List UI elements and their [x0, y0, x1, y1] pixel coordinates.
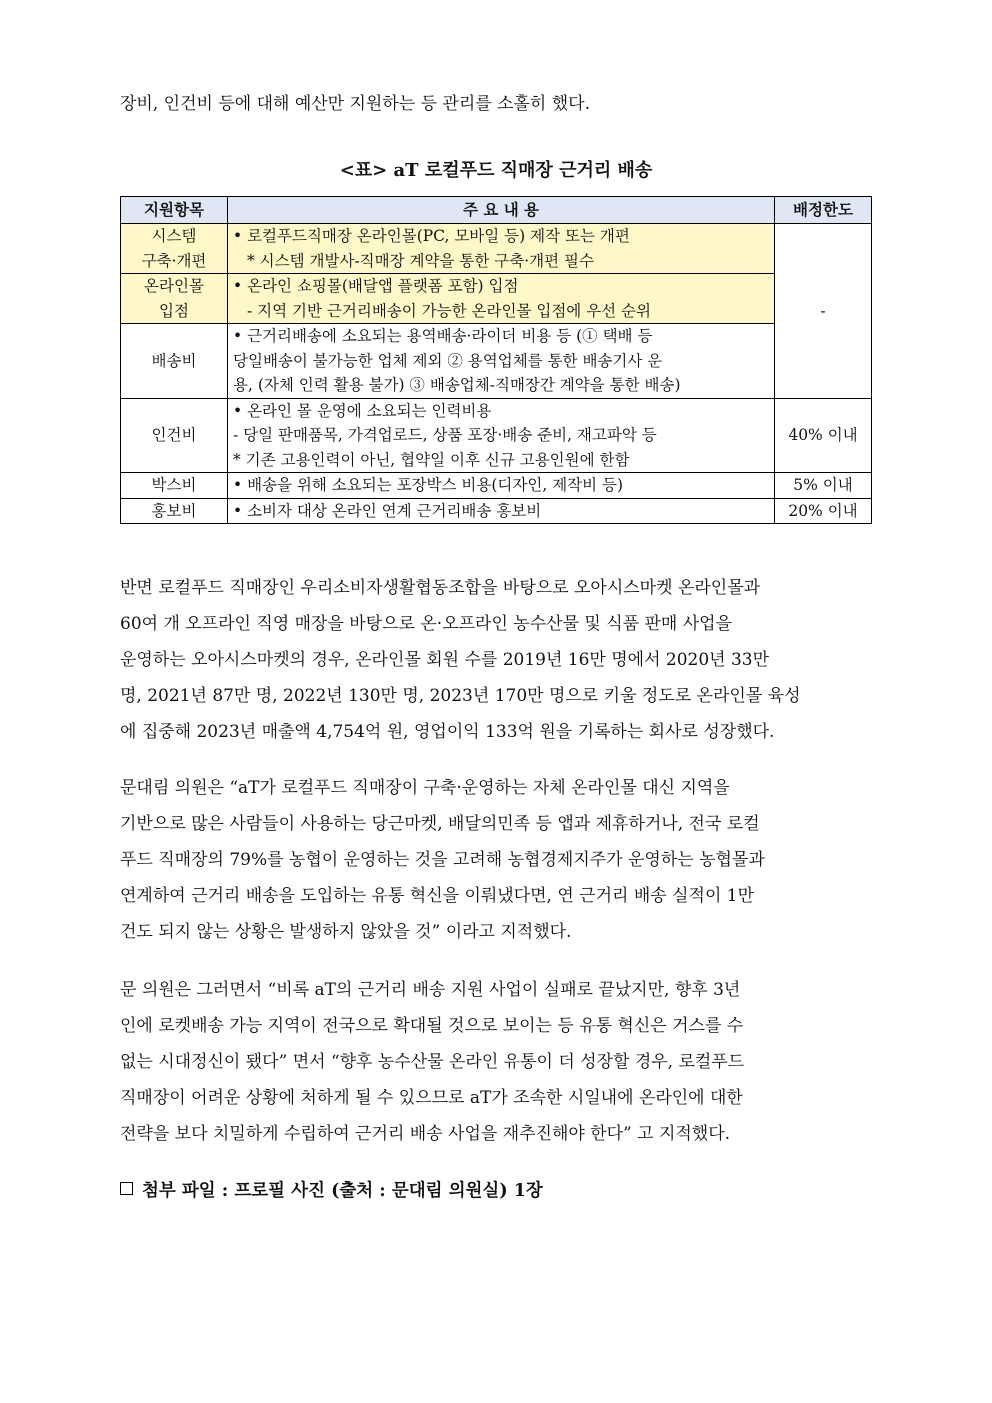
text-line: 운영하는 오아시스마켓의 경우, 온라인몰 회원 수를 2019년 16만 명에서 2020년 33만 — [120, 650, 770, 670]
text-line: 기반으로 많은 사람들이 사용하는 당근마켓, 배달의민족 등 앱과 제휴하거나, 전국 로컬 — [120, 814, 760, 834]
table-row — [121, 274, 872, 324]
text-line: 건도 되지 않는 상황은 발생하지 않았을 것” 이라고 지적했다. — [120, 922, 572, 942]
row-content: • 배송을 위해 소요되는 포장박스 비용(디자인, 제작비 등) — [228, 473, 775, 499]
row-category: 박스비 — [121, 473, 228, 499]
text-line: 반면 로컬푸드 직매장인 우리소비자생활협동조합을 바탕으로 오아시스마켓 온라인몰과 — [120, 578, 761, 598]
row-content: • 근거리배송에 소요되는 용역배송·라이더 비용 등 (① 택배 등 당일배송이 불가능한 업체 제외 ② 용역업체를 통한 배송기사 운 용, (자체 인력 활용 불가) ③ 배송업체-직매장간 계약을 통한 배송) — [228, 324, 775, 399]
row-limit: 40% 이내 — [775, 398, 872, 473]
table-row — [121, 498, 872, 524]
text-line: 인에 로켓배송 가능 지역이 전국으로 확대될 것으로 보이는 등 유통 혁신은 거스를 수 — [120, 1016, 744, 1036]
row-limit: 20% 이내 — [775, 498, 872, 524]
text-line: 전략을 보다 치밀하게 수립하여 근거리 배송 사업을 재추진해야 한다” 고 지적했다. — [120, 1124, 731, 1144]
body-paragraph — [120, 972, 872, 1152]
attachment-text: 첨부 파일 : 프로필 사진 (출처 : 문대림 의원실) 1장 — [142, 1181, 543, 1201]
support-table — [120, 196, 872, 524]
table-row — [121, 224, 872, 274]
header-category: 지원항목 — [121, 197, 228, 224]
text-line: 푸드 직매장의 79%를 농협이 운영하는 것을 고려해 농협경제지주가 운영하는 농협몰과 — [120, 850, 765, 870]
row-limit-merged: - — [775, 224, 872, 399]
text-line: 에 집중해 2023년 매출액 4,754억 원, 영업이익 133억 원을 기록하는 회사로 성장했다. — [120, 722, 775, 742]
row-category: 온라인몰 입점 — [121, 274, 228, 324]
text-line: 문 의원은 그러면서 “비록 aT의 근거리 배송 지원 사업이 실패로 끝났지만, 향후 3년 — [120, 980, 741, 1000]
text-line: 연계하여 근거리 배송을 도입하는 유통 혁신을 이뤄냈다면, 연 근거리 배송 실적이 1만 — [120, 886, 755, 906]
body-paragraph — [120, 570, 872, 750]
text-line: 문대림 의원은 “aT가 로컬푸드 직매장이 구축·운영하는 자체 온라인몰 대신 지역을 — [120, 778, 730, 798]
attachment-note — [120, 1176, 872, 1206]
row-content: • 온라인 쇼핑몰(배달앱 플랫폼 포함) 입점 - 지역 기반 근거리배송이 가능한 온라인몰 입점에 우선 순위 — [228, 274, 775, 324]
table-row — [121, 324, 872, 399]
intro-paragraph — [120, 86, 872, 122]
row-content: • 온라인 몰 운영에 소요되는 인력비용 - 당일 판매품목, 가격업로드, 상품 포장·배송 준비, 재고파악 등 * 기존 고용인력이 아닌, 협약일 이후 신규 고용인원에 한함 — [228, 398, 775, 473]
table-row — [121, 473, 872, 499]
row-category: 배송비 — [121, 324, 228, 399]
row-category: 시스템 구축·개편 — [121, 224, 228, 274]
text-line: 직매장이 어려운 상황에 처하게 될 수 있으므로 aT가 조속한 시일내에 온라인에 대한 — [120, 1088, 743, 1108]
text-line: 없는 시대정신이 됐다” 면서 “향후 농수산물 온라인 유통이 더 성장할 경우, 로컬푸드 — [120, 1052, 745, 1072]
row-category: 홍보비 — [121, 498, 228, 524]
body-paragraph — [120, 770, 872, 950]
text-line: 장비, 인건비 등에 대해 예산만 지원하는 등 관리를 소홀히 했다. — [120, 94, 590, 114]
row-content: • 로컬푸드직매장 온라인몰(PC, 모바일 등) 제작 또는 개편 * 시스템 개발사-직매장 계약을 통한 구축·개편 필수 — [228, 224, 775, 274]
text-line: 명, 2021년 87만 명, 2022년 130만 명, 2023년 170만 명으로 키울 정도로 온라인몰 육성 — [120, 686, 801, 706]
row-limit: 5% 이내 — [775, 473, 872, 499]
text-line: 60여 개 오프라인 직영 매장을 바탕으로 온·오프라인 농수산물 및 식품 판매 사업을 — [120, 614, 732, 634]
header-content: 주 요 내 용 — [228, 197, 775, 224]
row-content: • 소비자 대상 온라인 연계 근거리배송 홍보비 — [228, 498, 775, 524]
table-title: <표> aT 로컬푸드 직매장 근거리 배송 — [339, 160, 653, 181]
header-limit: 배정한도 — [775, 197, 872, 224]
row-category: 인건비 — [121, 398, 228, 473]
checkbox-square-icon — [120, 1182, 133, 1195]
table-header-row — [121, 197, 872, 224]
table-row — [121, 398, 872, 473]
